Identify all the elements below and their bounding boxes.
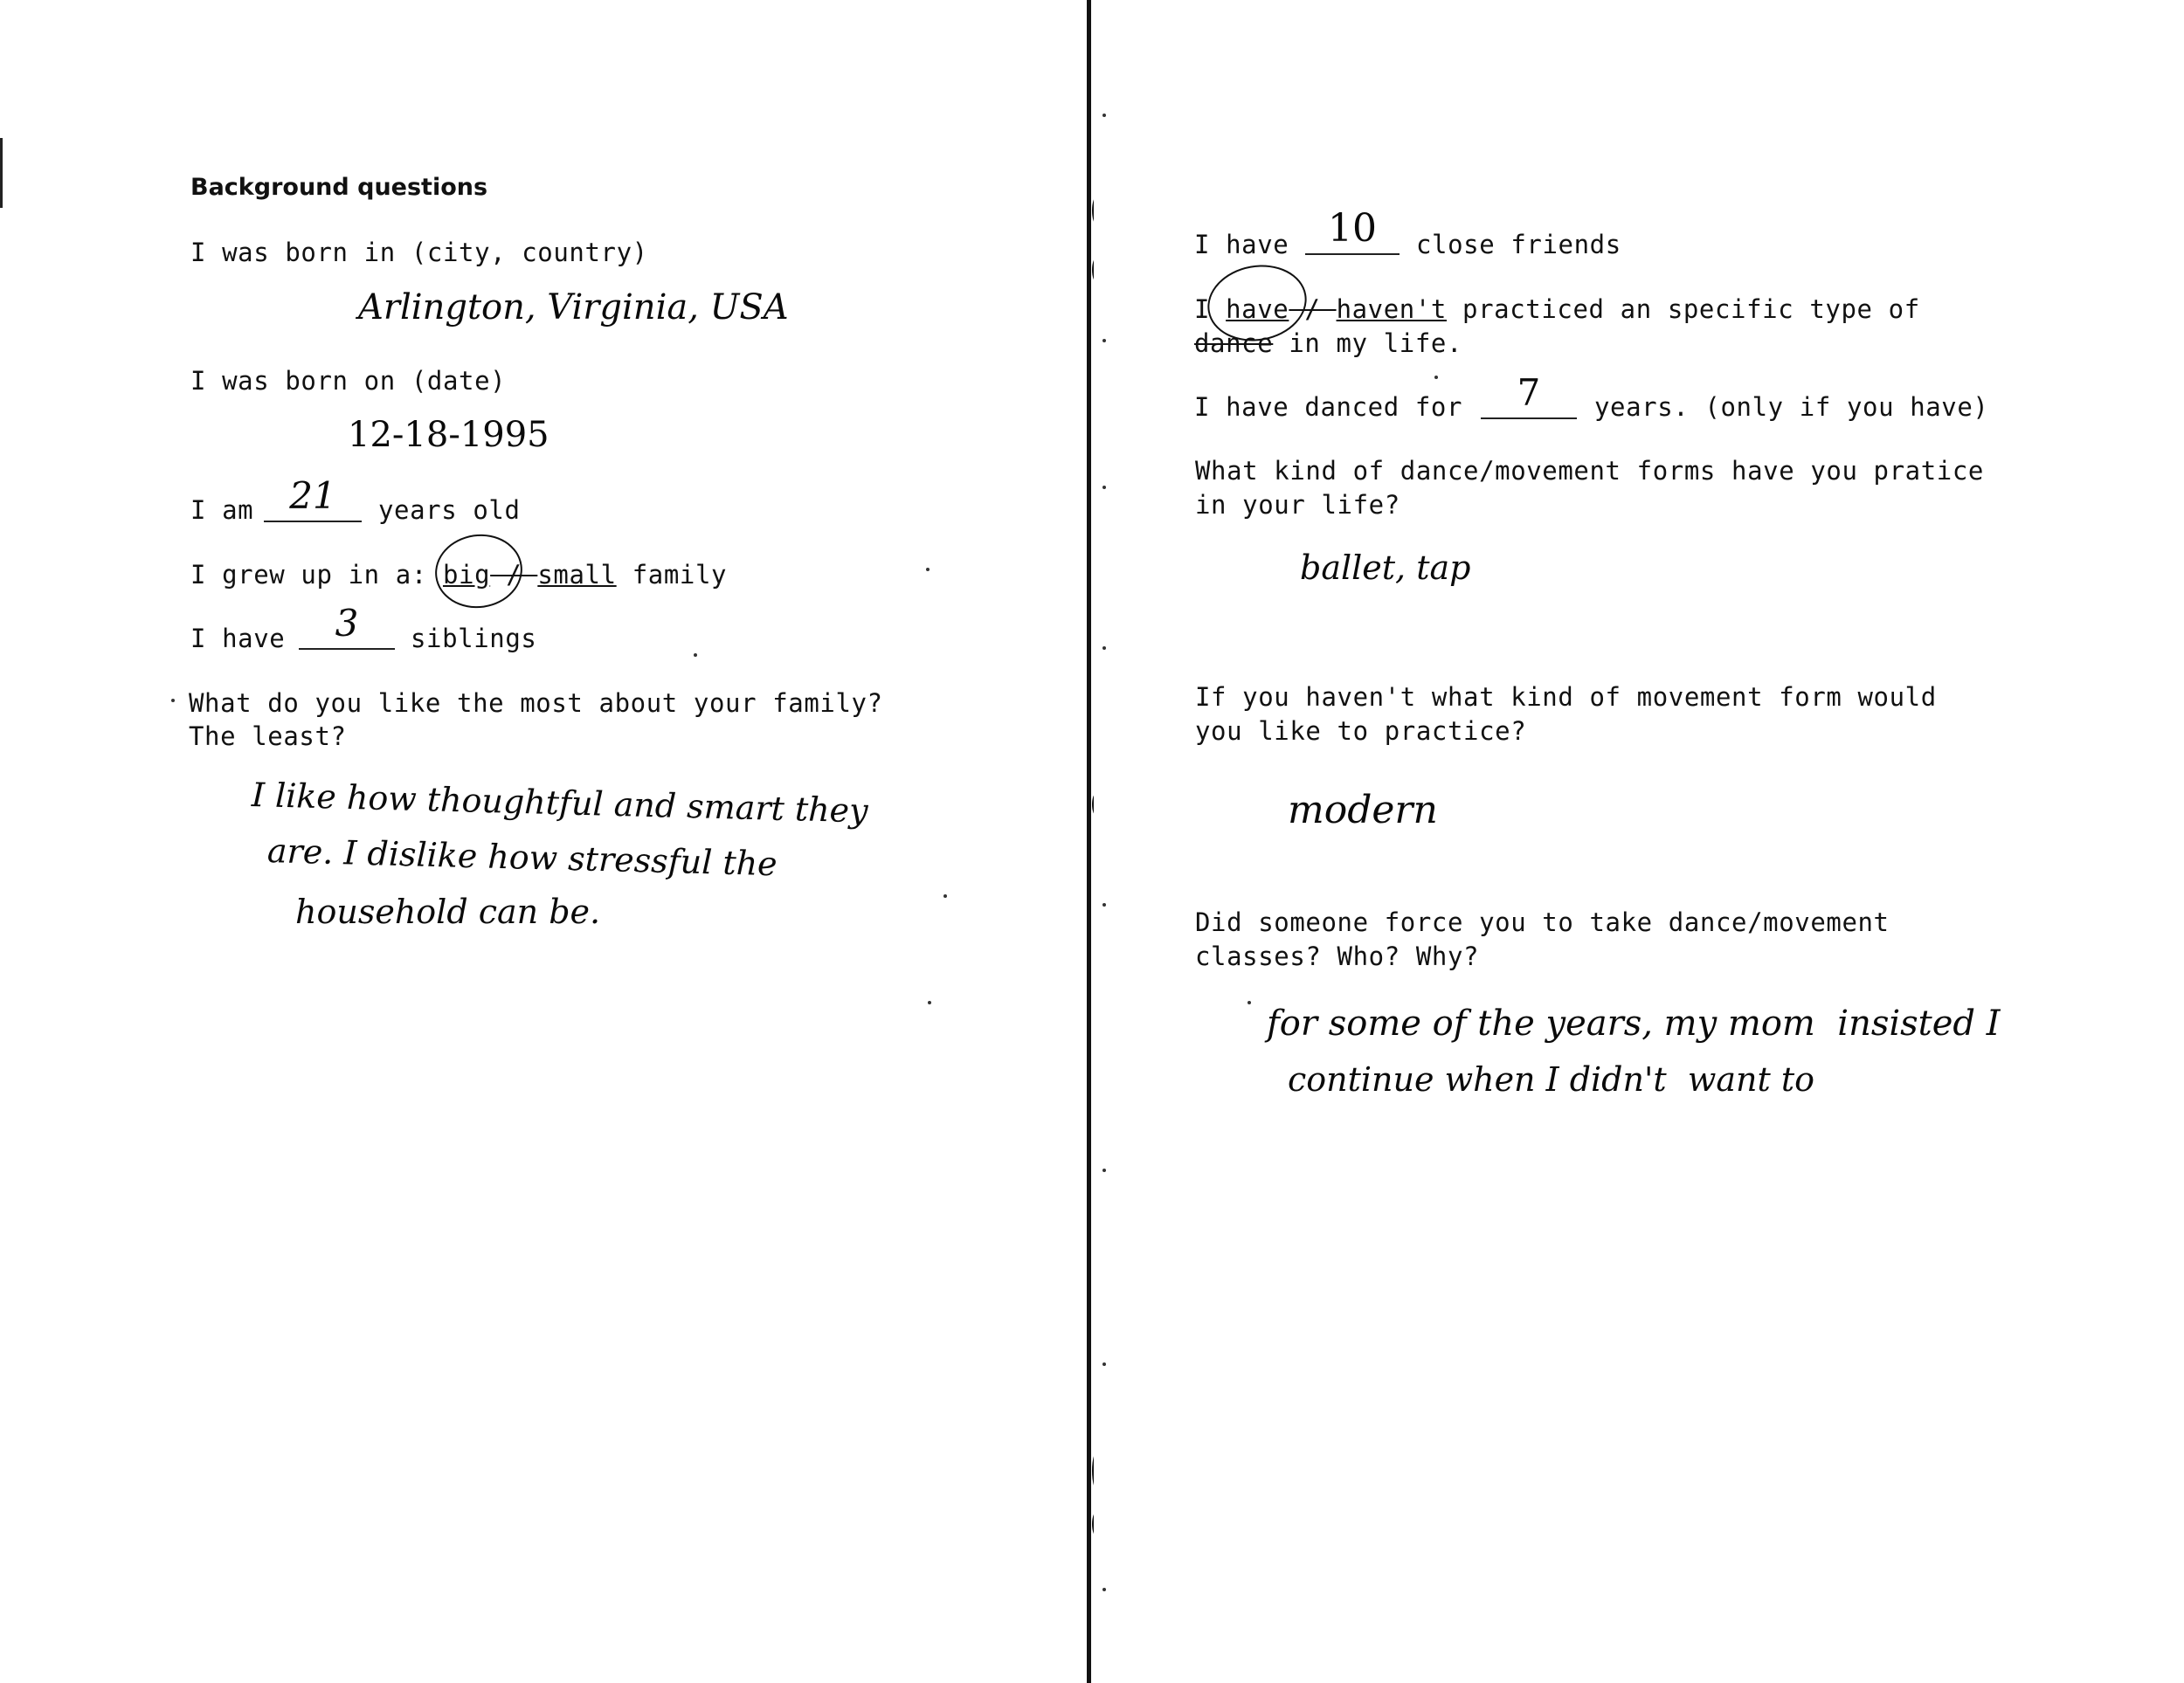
siblings-label-after: siblings — [411, 624, 537, 653]
forms-question-line-2: in your life? — [1195, 490, 1400, 520]
practiced-rest-1: practiced an specific type of — [1446, 294, 1920, 324]
page-edge-mark — [0, 138, 3, 208]
paper-speck — [1102, 903, 1106, 907]
family-option-small: small — [537, 560, 617, 590]
friends-label-after: close friends — [1416, 230, 1621, 259]
force-question-line-1: Did someone force you to take dance/movement — [1195, 907, 1890, 937]
would-like-answer: modern — [1288, 788, 1438, 832]
family-big-circle-mark — [431, 528, 528, 613]
family-size-label: I grew up in a: — [190, 560, 443, 590]
danced-label-before: I have danced for — [1194, 392, 1463, 422]
left-page — [0, 0, 1087, 1683]
family-option-big: big — [442, 560, 491, 590]
paper-speck — [926, 568, 930, 571]
practiced-dance-word: dance — [1194, 328, 1274, 358]
born-in-answer: Arlington, Virginia, USA — [358, 287, 789, 328]
siblings-label-before: I have — [190, 624, 286, 653]
age-label-before: I am — [190, 495, 254, 525]
family-answer-line-2: are. I dislike how stressful the — [266, 831, 778, 884]
born-on-prompt: I was born on (date) — [190, 366, 507, 396]
paper-speck — [1102, 339, 1106, 342]
paper-speck — [943, 894, 947, 898]
born-on-answer: 12-18-1995 — [348, 415, 549, 455]
paper-speck — [1102, 486, 1106, 489]
paper-speck — [1102, 1169, 1106, 1172]
paper-speck — [171, 699, 175, 702]
book-gutter — [1087, 0, 1091, 1683]
paper-speck — [1102, 1588, 1106, 1591]
paper-speck — [1102, 114, 1106, 117]
friends-blank — [1305, 206, 1400, 255]
paper-speck — [1434, 376, 1438, 379]
forms-answer: ballet, tap — [1300, 548, 1471, 587]
would-like-question-line-2: you like to practice? — [1195, 716, 1527, 746]
friends-answer: 10 — [1328, 206, 1377, 251]
family-answer-line-1: I like how thoughtful and smart they — [251, 776, 869, 831]
practiced-start: I — [1194, 294, 1227, 324]
section-heading: Background questions — [190, 174, 488, 201]
would-like-question-line-1: If you haven't what kind of movement form would — [1195, 682, 1937, 712]
age-label-after: years old — [378, 495, 521, 525]
age-answer: 21 — [289, 474, 336, 517]
friends-label-before: I have — [1194, 230, 1289, 259]
age-blank — [264, 474, 362, 522]
family-answer-line-3: household can be. — [295, 893, 601, 931]
family-size-suffix: family — [616, 560, 728, 590]
right-page — [1094, 0, 2184, 1683]
family-question-line-1: What do you like the most about your family? — [189, 688, 883, 718]
practiced-option-havent: haven't — [1336, 294, 1447, 324]
siblings-answer: 3 — [335, 602, 359, 645]
practiced-rest-2: in my life. — [1273, 328, 1463, 358]
paper-speck — [1102, 646, 1106, 650]
danced-label-after: years. (only if you have) — [1594, 392, 1989, 422]
paper-speck — [1248, 1001, 1251, 1004]
force-question-line-2: classes? Who? Why? — [1195, 942, 1480, 971]
paper-speck — [694, 653, 697, 657]
family-option-separator: / — [490, 560, 538, 590]
siblings-blank — [299, 602, 395, 650]
paper-speck — [928, 1001, 931, 1004]
danced-blank — [1481, 371, 1577, 419]
practiced-option-separator: / — [1289, 294, 1337, 324]
paper-speck — [1102, 1362, 1106, 1366]
practiced-option-have: have — [1226, 294, 1289, 324]
force-answer-line-2: continue when I didn't want to — [1288, 1060, 1815, 1099]
born-in-prompt: I was born in (city, country) — [190, 238, 648, 267]
force-answer-line-1: for some of the years, my mom insisted I — [1267, 1004, 2001, 1044]
family-question-line-2: The least? — [189, 721, 347, 751]
forms-question-line-1: What kind of dance/movement forms have you pratice — [1195, 456, 1984, 486]
danced-answer: 7 — [1517, 371, 1541, 414]
